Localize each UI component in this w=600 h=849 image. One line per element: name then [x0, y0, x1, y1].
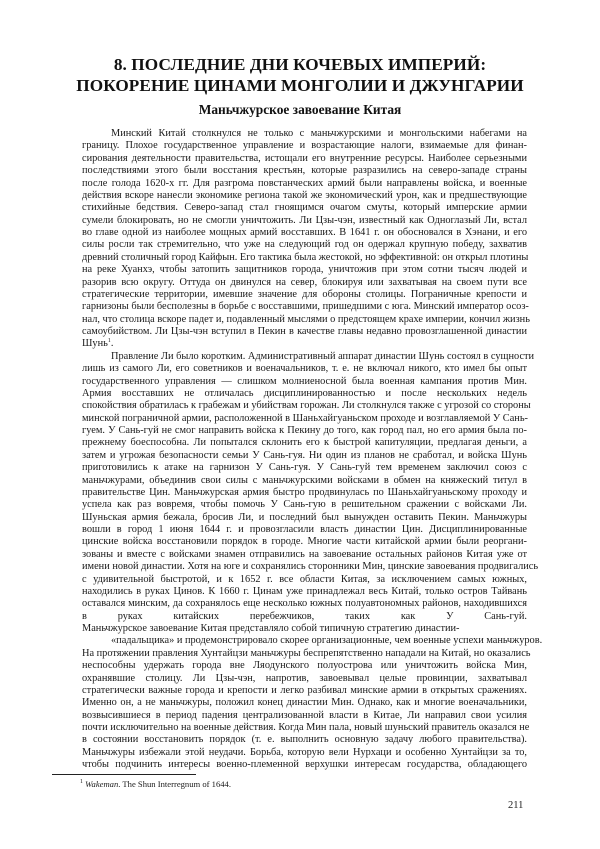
text-line: стратегически важные города и крепости и легко разбивал минские армии в открытых сражениях.: [82, 684, 527, 696]
text-line: спокойствия обратилась к грабежам и убийствам горожан. Ли столкнулся также с угрозой со стороны: [82, 400, 531, 412]
footnote-reference[interactable]: 1: [107, 338, 111, 345]
section-title: Маньчжурское завоевание Китая: [198, 102, 402, 117]
text-line: минской пограничной армии, расположенной в Шаньхайгуаньском проходе и возглавляемой У Сань-: [82, 412, 528, 424]
text-line: имени новой династии. Хотя на юге и сохранялись сторонники Мин, цинские завоевания продвигались: [82, 561, 539, 573]
text-line: зованы и вместе с войсками знамен отправились на завоевание остальных районов Китая уже от: [82, 548, 527, 560]
text-line: вошли в город 1 июня 1644 г. и провозгласили власть династии Цин. Дисциплинированные: [82, 524, 527, 535]
text-line: чтобы подчинить интересы военно-племенной верхушки интересам государства, обладающего: [82, 759, 527, 771]
text-line: затем и угрожая безопасности семьи У Сань-гуя. Ни один из планов не сработал, и войска Шунь: [82, 449, 527, 461]
text-line: Армия восставших не отличалась дисциплинированностью и после нескольких недель: [82, 387, 527, 399]
text-line: силы росли так стремительно, что уже на следующий год он одержал крупную победу, захватив: [82, 239, 527, 251]
text-line: неспособны удержать города вне Ляодунского полуострова или уничтожить войска Мин,: [82, 660, 527, 672]
text-line: на реке Хуанхэ, чтобы затопить защитников города, уничтожив при этом сотни тысяч людей и: [82, 264, 527, 276]
chapter-title: [60, 54, 540, 96]
text-line: в руках китайских перебежчиков, таких как У Сань-гуй.: [82, 610, 527, 622]
text-line: гарнизоны были бесполезны в борьбе с восставшими, пришедшими с юга. Минский император осоз-: [82, 301, 529, 313]
text-line: сумели блокировать, но не смогли уничтожить. Ли Цзы-чэн, известный как Одноглазый Ли, встал: [82, 214, 527, 226]
text-line: границу. Плохое государственное управление и возрастающие налоги, взимаемые для финан-: [82, 140, 527, 152]
text-line: стихийные бедствия. Северо-запад стал гноящимся очагом смуты, который имперские армии: [82, 202, 527, 214]
text-line: маньчжурами, объединив свои силы с маньчжурскими войсками в обмен на княжеский титул в: [82, 474, 527, 486]
text-line: Шуньская армия бежала, бросив Ли, и последний был вынужден оставить Пекин. Маньчжуры: [82, 511, 527, 523]
text-line: охранявшие столицу. Ли Цзы-чэн, напротив, завоевывал целые провинции, захватывал: [82, 672, 527, 684]
text-line: почти исключительно на военные действия. Когда Мин пала, новый шуньский правитель оказался не: [82, 722, 530, 733]
text-fragment: Шунь: [82, 338, 108, 350]
text-line: лишь из самого Ли, его советников и военачальников, т. е. не включал никого, кто имел бы опыт: [82, 363, 527, 375]
text-line: [82, 338, 527, 350]
footnote-author: Wakeman: [85, 779, 119, 789]
text-line: успела как раз вовремя, чтобы помочь У Сань-гую в решительном сражении с войсками Ли.: [82, 499, 527, 511]
text-line: На протяжении правления Хунтайцзи маньчжуры беспрепятственно нападали на Китай, но оказались: [82, 647, 531, 659]
text-line: Минский Китай столкнулся не только с маньчжурскими и монгольскими набегами на: [111, 128, 527, 139]
text-line: в состоянии восстановить порядок (т. е. выполнить основную задачу любого правительства).: [82, 734, 527, 746]
text-line: разорив всю округу. Оттуда он двинулся на север, блокируя или захватывая на своем пути все: [82, 276, 527, 288]
text-line: гуем. У Сань-гуй не смог направить войска к Пекину до того, как город пал, но его армия была по-: [82, 425, 527, 436]
text-line: после голода 1620-х гг. Для разгрома повстанческих армий были направлены войска, и военные: [82, 177, 527, 189]
chapter-title-line-2: ПОКОРЕНИЕ ЦИНАМИ МОНГОЛИИ И ДЖУНГАРИИ: [76, 76, 524, 95]
text-line: Маньчжурское завоевание Китая представляло собой типичную стратегию династии-: [82, 623, 460, 634]
text-line: правительстве Цин. Маньчжурская армия быстро продвинулась по Шаньхайгуаньскому проходу и: [82, 486, 527, 498]
text-line: оставался минским, да сохранялось еще несколько южных полуавтономных районов, находившихся: [82, 598, 527, 610]
text-line: стратегические территории, имевшие значение для обороны столицы. Пограничные крепости и: [82, 288, 527, 300]
text-line: действия вскоре нанесли экономике региона такой же экономический урон, как и предшествующие: [82, 189, 527, 201]
body-text: [82, 128, 543, 784]
text-line: Правление Ли было коротким. Административный аппарат династии Шунь состоял в сущности: [111, 350, 535, 362]
text-line: древний столичный город Кайфын. Его тактика была жестокой, но эффективной: он открыл плотины: [82, 251, 529, 263]
text-line: Маньчжуры избежали этой неудачи. Борьба, которую вели Нурхаци и особенно Хунтайцзи за то,: [82, 746, 527, 758]
footnote-marker: 1: [80, 779, 83, 785]
text-line: с удивительной быстротой, и к 1652 г. все области Китая, за исключением самых южных,: [82, 573, 527, 585]
text-line: цинские войска восстановили порядок в городе. Многие части китайской армии были реоргани-: [82, 536, 527, 548]
text-fragment: .: [110, 338, 114, 350]
text-line: находились в руках Цинов. К 1660 г. Цинам уже принадлежал весь Китай, только остров Тайвань: [82, 585, 527, 597]
footnote: [80, 779, 231, 790]
text-line: нал, что столица вскоре падет и, подавленный мыслями о предстоящем крахе империи, кончил жизнь: [82, 313, 530, 325]
text-line: прежнему боеспособна. Ли попытался склонить его к быстрой капитуляции, предлагая деньги, а: [82, 437, 527, 449]
text-line: самоубийством. Ли Цзы-чэн вступил в Пекин в качестве главы недавно провозглашенной династии: [82, 326, 527, 337]
text-line: сирования деятельности правительства, истощали его внутренние ресурсы. Наиболее серьезными: [82, 152, 527, 164]
text-line: Именно он, а не маньчжуры, положил конец династии Мин. Однако, как и многие военачальники,: [82, 697, 527, 709]
text-line: «падальщика» и продемонстрировало скорее организационные, чем военные успехи маньчжуров.: [111, 635, 543, 647]
page-number: 211: [508, 800, 524, 811]
text-line: приготовились к атаке на гарнизон У Сань-гуя. У Сань-гуй тем временем заключил союз с: [82, 462, 527, 474]
text-line: государственного управления — слишком молниеносной была военная кампания против Мин.: [82, 375, 527, 387]
text-line: возвысившиеся в период падения централизованной власти в Китае, Ли направил свои усилия: [82, 709, 527, 721]
chapter-title-line-1: 8. ПОСЛЕДНИЕ ДНИ КОЧЕВЫХ ИМПЕРИЙ:: [113, 55, 487, 74]
footnote-text: . The Shun Interregnum of 1644.: [118, 779, 231, 789]
footnote-separator: [52, 774, 196, 775]
text-line: последствиями этого были восстания крестьян, которые разразились на северо-западе страны: [82, 165, 527, 177]
text-line: во главе одной из наиболее мощных армий восставших. В 1641 г. он обосновался в Хэнани, и его: [82, 227, 527, 238]
